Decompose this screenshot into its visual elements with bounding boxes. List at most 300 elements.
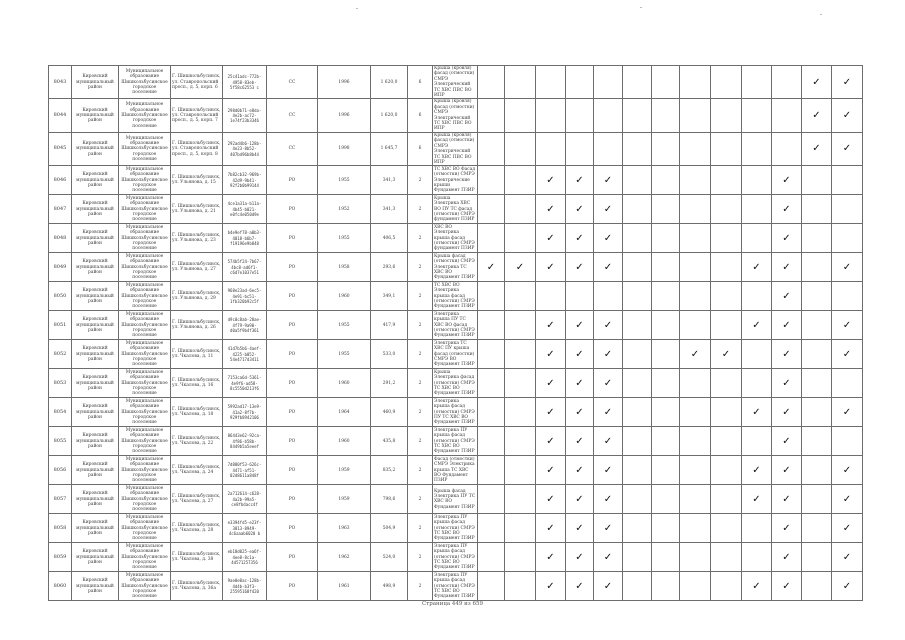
empty-check-cell [536,99,566,132]
cell-address: Г. Шишкольбусинск, ул. Чкалова, д. 28 [171,514,223,543]
checkmark-icon: ✓ [680,340,711,369]
empty-check-cell [680,253,711,282]
cell-district: Кировский муниципальный район [72,224,119,253]
empty-check-cell [742,514,772,543]
empty-check-cell [680,398,711,427]
checkmark-icon: ✓ [566,572,594,601]
cell-id: 9ae0e0ac-128b-4d4b-b3f3-25595168f420 [223,572,267,601]
empty-check-cell [478,427,505,456]
empty-check-cell [478,166,505,195]
checkmark-icon: ✓ [772,485,802,514]
cell-id: d9c0c8ab-28ae-4f79-9a90-d0a5f9b4f361 [223,311,267,340]
empty-check-cell [505,485,536,514]
empty-check-cell [623,543,652,572]
checkmark-icon: ✓ [566,224,594,253]
empty-check-cell [680,456,711,485]
cell-works: Электрика ПУ крыша фасад (отмостки) СМРЭ ТС ХВС ВО Фундамент ПЗИР [433,427,478,456]
empty-check-cell [623,456,652,485]
checkmark-icon: ✓ [772,253,802,282]
empty-check-cell [478,456,505,485]
empty-check-cell [623,311,652,340]
checkmark-icon: ✓ [832,311,863,340]
empty-check-cell [505,282,536,311]
cell-works: ТС ХВС ВО Электрика крыша фасад (отмостки) СМРЭ Фундамент ПЗИР [433,282,478,311]
empty-check-cell [505,99,536,132]
empty-check-cell [711,427,742,456]
checkmark-icon: ✓ [536,456,566,485]
cell-district: Кировский муниципальный район [72,99,119,132]
empty-check-cell [711,456,742,485]
empty-check-cell [566,282,594,311]
table-row [49,514,863,543]
cell-address: Г. Шишкольбусинск, ул. Ульянова, д. 26 [171,311,223,340]
empty-check-cell [623,224,652,253]
cell-district: Кировский муниципальный район [72,282,119,311]
empty-check-cell [652,166,680,195]
cell-area: 798,6 [371,485,408,514]
empty-check-cell [652,311,680,340]
checkmark-icon: ✓ [566,369,594,398]
cell-year: 1998 [318,132,371,165]
cell-floors: 2 [408,427,433,456]
empty-check-cell [566,66,594,99]
empty-check-cell [478,485,505,514]
empty-check-cell [742,195,772,224]
cell-floors: 2 [408,224,433,253]
table-row [49,398,863,427]
cell-mo: Муниципальное образование Шишкольбусинское городское поселение [119,224,171,253]
cell-wall: РО [267,514,318,543]
checkmark-icon: ✓ [594,166,623,195]
empty-check-cell [566,132,594,165]
cell-num: 8055 [49,427,72,456]
empty-check-cell [742,543,772,572]
empty-check-cell [505,369,536,398]
cell-year: 1961 [318,572,371,601]
cell-wall: РО [267,572,318,601]
cell-district: Кировский муниципальный район [72,485,119,514]
empty-check-cell [623,398,652,427]
empty-check-cell [742,66,772,99]
table-row [49,195,863,224]
cell-address: Г. Шишкольбусинск, ул. Ульянова, д. 23 [171,224,223,253]
checkmark-icon: ✓ [536,369,566,398]
empty-check-cell [711,166,742,195]
empty-check-cell [594,66,623,99]
scan-speck [820,14,822,15]
cell-id: 292ad4b6-128b-4e23-8b52-407bd96b8b44 [223,132,267,165]
cell-mo: Муниципальное образование Шишкольбусинское городское поселение [119,166,171,195]
checkmark-icon: ✓ [772,543,802,572]
empty-check-cell [478,572,505,601]
empty-check-cell [652,572,680,601]
cell-mo: Муниципальное образование Шишкольбусинское городское поселение [119,485,171,514]
cell-area: 460,9 [371,398,408,427]
cell-wall: РО [267,398,318,427]
empty-check-cell [680,132,711,165]
cell-wall: РО [267,427,318,456]
empty-check-cell [505,66,536,99]
empty-check-cell [680,99,711,132]
cell-floors: 2 [408,253,433,282]
cell-id: 5992ad17-13e9-41a2-8f7b-929fb8942106 [223,398,267,427]
empty-check-cell [623,99,652,132]
cell-district: Кировский муниципальный район [72,398,119,427]
table-row [49,369,863,398]
cell-mo: Муниципальное образование Шишкольбусинское городское поселение [119,340,171,369]
empty-check-cell [680,195,711,224]
empty-check-cell [742,369,772,398]
checkmark-icon: ✓ [772,311,802,340]
cell-mo: Муниципальное образование Шишкольбусинское городское поселение [119,99,171,132]
empty-check-cell [623,282,652,311]
checkmark-icon: ✓ [536,340,566,369]
cell-works: Электрика ТС ХВС ПУ крыша фасад (отмостки) СМРЭ ВО Фундамент ПЗИР [433,340,478,369]
table-row [49,311,863,340]
empty-check-cell [652,224,680,253]
empty-check-cell [742,224,772,253]
empty-check-cell [652,340,680,369]
checkmark-icon: ✓ [742,572,772,601]
cell-id: 574b5f24-7b67-4bc8-ad6f1-c6d7e1037e51 [223,253,267,282]
cell-wall: СС [267,99,318,132]
empty-check-cell [711,369,742,398]
cell-district: Кировский муниципальный район [72,66,119,99]
empty-check-cell [772,66,802,99]
cell-area: 498,9 [371,572,408,601]
checkmark-icon: ✓ [536,398,566,427]
empty-check-cell [505,340,536,369]
cell-area: 291,2 [371,369,408,398]
cell-district: Кировский муниципальный район [72,195,119,224]
cell-works: Крыша (кровля) фасад (отмостки) СМРЭ Электрический ТС ХВС ПВС ВО ИПР [433,132,478,165]
empty-check-cell [652,427,680,456]
cell-floors: 2 [408,311,433,340]
checkmark-icon: ✓ [594,543,623,572]
empty-check-cell [680,369,711,398]
cell-num: 8060 [49,572,72,601]
empty-check-cell [802,369,832,398]
cell-works: Электрика ПУ крыша фасад (отмостки) СМРЭ ТС ХВС ВО Фундамент ПЗИР [433,514,478,543]
checkmark-icon: ✓ [802,132,832,165]
cell-id: eb18d025-ea6f-4ee8-8c1a-4d571257356 [223,543,267,572]
cell-id: b4e9ef78-a0b3-4018-b6b7-f19196e9b848 [223,224,267,253]
cell-works: Крыша фасад Электрика ПУ ТС ХВС ВО Фундамент ПЗИР [433,485,478,514]
checkmark-icon: ✓ [802,99,832,132]
cell-wall: РО [267,253,318,282]
empty-check-cell [802,427,832,456]
empty-check-cell [505,398,536,427]
checkmark-icon: ✓ [566,514,594,543]
cell-address: Г. Шишкольбусинск, ул. Чкалова, д. 38 [171,543,223,572]
cell-wall: РО [267,224,318,253]
cell-id: 2a712614-c628-4a2b-99a5-ce8fbdacc4f [223,485,267,514]
cell-year: 1959 [318,456,371,485]
cell-area: 533,0 [371,340,408,369]
cell-id: e3394fd5-e23f-3813-8949-4c6aaab6020 b [223,514,267,543]
checkmark-icon: ✓ [832,99,863,132]
checkmark-icon: ✓ [536,485,566,514]
checkmark-icon: ✓ [478,253,505,282]
cell-num: 8049 [49,253,72,282]
cell-num: 8051 [49,311,72,340]
checkmark-icon: ✓ [594,427,623,456]
cell-works: Электрика ПУ крыша фасад (отмостки) СМРЭ ТС ХВС ВО Фундамент ПЗИР [433,543,478,572]
empty-check-cell [772,132,802,165]
scan-speck [640,7,642,8]
empty-check-cell [566,99,594,132]
empty-check-cell [652,282,680,311]
empty-check-cell [505,311,536,340]
cell-address: Г. Шишкольбусинск, ул. Чкалова, д. 22 [171,427,223,456]
cell-district: Кировский муниципальный район [72,166,119,195]
empty-check-cell [652,514,680,543]
cell-district: Кировский муниципальный район [72,572,119,601]
cell-works: Крыша Электрика фасад (отмостки) СМРЭ ТС ХВС ВО Фундамент ПЗИР [433,369,478,398]
checkmark-icon: ✓ [832,132,863,165]
cell-address: Г. Шишкольбусинск, ул. Чкалова, д. 16 [171,369,223,398]
checkmark-icon: ✓ [832,253,863,282]
checkmark-icon: ✓ [566,427,594,456]
empty-check-cell [711,398,742,427]
housing-register-table [48,65,863,601]
empty-check-cell [536,132,566,165]
empty-check-cell [711,282,742,311]
cell-num: 8059 [49,543,72,572]
table-row [49,132,863,165]
cell-year: 1952 [318,195,371,224]
cell-area: 417,9 [371,311,408,340]
empty-check-cell [505,543,536,572]
checkmark-icon: ✓ [594,572,623,601]
cell-year: 1996 [318,99,371,132]
empty-check-cell [680,514,711,543]
cell-wall: РО [267,369,318,398]
empty-check-cell [505,427,536,456]
empty-check-cell [478,398,505,427]
empty-check-cell [478,66,505,99]
table-row [49,340,863,369]
cell-year: 1962 [318,543,371,572]
empty-check-cell [623,427,652,456]
empty-check-cell [536,282,566,311]
checkmark-icon: ✓ [566,166,594,195]
empty-check-cell [832,166,863,195]
empty-check-cell [711,572,742,601]
empty-check-cell [478,99,505,132]
empty-check-cell [623,514,652,543]
cell-area: 406,5 [371,224,408,253]
empty-check-cell [742,99,772,132]
empty-check-cell [711,224,742,253]
scan-speck [356,8,358,9]
checkmark-icon: ✓ [742,456,772,485]
empty-check-cell [652,195,680,224]
empty-check-cell [478,195,505,224]
empty-check-cell [802,311,832,340]
empty-check-cell [652,253,680,282]
empty-check-cell [652,132,680,165]
cell-floors: 6 [408,66,433,99]
table-row [49,456,863,485]
cell-num: 8045 [49,132,72,165]
cell-mo: Муниципальное образование Шишкольбусинское городское поселение [119,514,171,543]
empty-check-cell [832,282,863,311]
cell-address: Г. Шишкольбусинск, ул. Ульянова, д. 21 [171,195,223,224]
empty-check-cell [594,282,623,311]
cell-address: Г. Шишкольбусинск, ул. Ставропольский просп., д. 5, корп. 8 [171,132,223,165]
cell-num: 8053 [49,369,72,398]
empty-check-cell [802,166,832,195]
checkmark-icon: ✓ [832,66,863,99]
empty-check-cell [652,99,680,132]
cell-num: 8057 [49,485,72,514]
empty-check-cell [623,195,652,224]
checkmark-icon: ✓ [742,253,772,282]
cell-year: 1960 [318,427,371,456]
cell-area: 341,3 [371,195,408,224]
checkmark-icon: ✓ [772,282,802,311]
empty-check-cell [802,572,832,601]
empty-check-cell [623,253,652,282]
cell-works: Электрика ПУ крыша фасад (отмостки) СМРЭ ТС ХВС ВО Фундамент ПЗИР [433,572,478,601]
cell-floors: 6 [408,99,433,132]
empty-check-cell [680,66,711,99]
empty-check-cell [478,282,505,311]
cell-floors: 2 [408,543,433,572]
checkmark-icon: ✓ [832,340,863,369]
cell-num: 8044 [49,99,72,132]
cell-district: Кировский муниципальный район [72,514,119,543]
checkmark-icon: ✓ [505,253,536,282]
checkmark-icon: ✓ [536,311,566,340]
checkmark-icon: ✓ [594,224,623,253]
checkmark-icon: ✓ [772,514,802,543]
cell-id: 86443e62-92ca-4f86-b58b-8449b5a5eeef [223,427,267,456]
empty-check-cell [478,132,505,165]
empty-check-cell [711,99,742,132]
checkmark-icon: ✓ [832,514,863,543]
checkmark-icon: ✓ [742,398,772,427]
empty-check-cell [505,572,536,601]
empty-check-cell [652,543,680,572]
cell-district: Кировский муниципальный район [72,132,119,165]
empty-check-cell [832,369,863,398]
empty-check-cell [680,282,711,311]
empty-check-cell [802,282,832,311]
cell-mo: Муниципальное образование Шишкольбусинское городское поселение [119,132,171,165]
checkmark-icon: ✓ [594,369,623,398]
empty-check-cell [802,253,832,282]
checkmark-icon: ✓ [566,253,594,282]
cell-area: 1 645,7 [371,132,408,165]
cell-num: 8047 [49,195,72,224]
cell-id: 25c41adc-772b-4958-83eb-5f58c62553 с [223,66,267,99]
cell-area: 435,8 [371,427,408,456]
cell-num: 8058 [49,514,72,543]
checkmark-icon: ✓ [772,166,802,195]
cell-floors: 2 [408,485,433,514]
empty-check-cell [802,514,832,543]
empty-check-cell [478,340,505,369]
cell-year: 1959 [318,485,371,514]
empty-check-cell [505,166,536,195]
cell-wall: РО [267,340,318,369]
cell-address: Г. Шишкольбусинск, ул. Ульянова, д. 27 [171,253,223,282]
checkmark-icon: ✓ [536,166,566,195]
cell-area: 504,9 [371,514,408,543]
cell-mo: Муниципальное образование Шишкольбусинское городское поселение [119,253,171,282]
empty-check-cell [802,398,832,427]
empty-check-cell [623,132,652,165]
checkmark-icon: ✓ [772,224,802,253]
empty-check-cell [623,340,652,369]
cell-mo: Муниципальное образование Шишкольбусинское городское поселение [119,456,171,485]
empty-check-cell [505,195,536,224]
cell-floors: 2 [408,282,433,311]
cell-district: Кировский муниципальный район [72,311,119,340]
cell-district: Кировский муниципальный район [72,369,119,398]
checkmark-icon: ✓ [772,572,802,601]
table-row [49,224,863,253]
cell-floors: 2 [408,456,433,485]
empty-check-cell [478,311,505,340]
empty-check-cell [711,514,742,543]
table-row [49,253,863,282]
empty-check-cell [711,195,742,224]
cell-id: 7d880f53-626c-4471-af51-02d8611a848f [223,456,267,485]
empty-check-cell [832,427,863,456]
empty-check-cell [652,369,680,398]
checkmark-icon: ✓ [832,398,863,427]
empty-check-cell [742,166,772,195]
cell-mo: Муниципальное образование Шишкольбусинское городское поселение [119,427,171,456]
table-body [49,66,863,601]
cell-num: 8054 [49,398,72,427]
empty-check-cell [652,66,680,99]
cell-works: Электрика крыша ПУ ТС ХВС ВО фасад (отмостки) СМРЭ Фундамент ПЗИР [433,311,478,340]
checkmark-icon: ✓ [772,340,802,369]
cell-wall: СС [267,132,318,165]
cell-num: 8048 [49,224,72,253]
cell-mo: Муниципальное образование Шишкольбусинское городское поселение [119,311,171,340]
cell-address: Г. Шишкольбусинск, ул. Чкалова, д. 36а [171,572,223,601]
cell-year: 1964 [318,398,371,427]
cell-wall: СС [267,66,318,99]
cell-year: 1955 [318,166,371,195]
cell-floors: 2 [408,398,433,427]
cell-district: Кировский муниципальный район [72,456,119,485]
cell-works: Крыша (кровля) фасад (отмостки) СМРЭ Электрический ТС ХВС ПВС ВО ИПР [433,99,478,132]
checkmark-icon: ✓ [772,369,802,398]
cell-year: 1955 [318,340,371,369]
cell-id: 4ce1a31a-b11a-4b45-b021-e0fc4e050d9e [223,195,267,224]
cell-works: Крыша фасад (отмостки) СМРЭ Электрика ТС ХВС ВО Фундамент ПЗИР [433,253,478,282]
checkmark-icon: ✓ [742,485,772,514]
checkmark-icon: ✓ [536,572,566,601]
cell-floors: 2 [408,340,433,369]
empty-check-cell [505,224,536,253]
empty-check-cell [680,427,711,456]
empty-check-cell [802,340,832,369]
cell-mo: Муниципальное образование Шишкольбусинское городское поселение [119,543,171,572]
table-row [49,99,863,132]
checkmark-icon: ✓ [772,195,802,224]
checkmark-icon: ✓ [536,514,566,543]
cell-wall: РО [267,311,318,340]
empty-check-cell [711,253,742,282]
empty-check-cell [680,224,711,253]
